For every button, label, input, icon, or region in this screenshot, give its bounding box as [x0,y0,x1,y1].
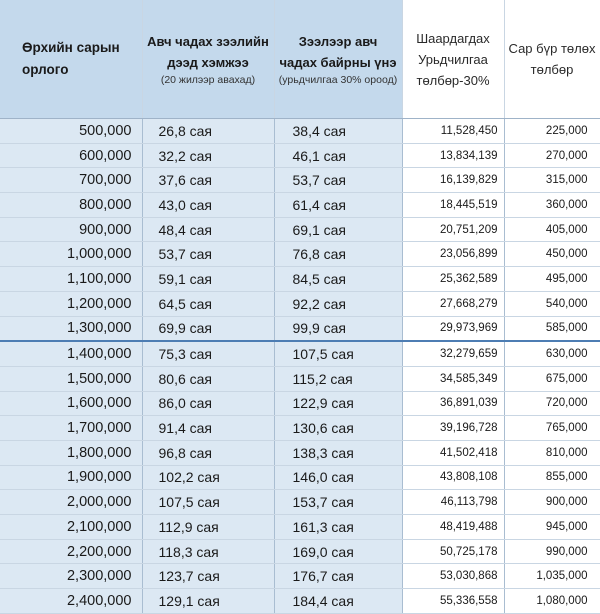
cell-income: 1,100,000 [0,267,142,292]
cell-loan: 43,0 сая [142,193,274,218]
cell-price: 122,9 сая [274,391,402,416]
cell-loan: 75,3 сая [142,341,274,366]
table-row [0,291,600,316]
cell-down-payment: 18,445,519 [402,193,504,218]
cell-monthly-payment: 360,000 [504,193,600,218]
cell-income: 900,000 [0,217,142,242]
table-row [0,391,600,416]
table-row [0,341,600,366]
cell-loan: 37,6 сая [142,168,274,193]
cell-loan: 96,8 сая [142,440,274,465]
header-price-title: Зээлээр авч чадах байрны үнэ [279,33,397,70]
cell-income: 2,200,000 [0,539,142,564]
cell-income: 1,200,000 [0,291,142,316]
cell-down-payment: 43,808,108 [402,465,504,490]
cell-monthly-payment: 540,000 [504,291,600,316]
cell-income: 1,500,000 [0,366,142,391]
cell-loan: 69,9 сая [142,316,274,341]
table-row [0,217,600,242]
cell-loan: 123,7 сая [142,564,274,589]
table-row [0,515,600,540]
cell-price: 99,9 сая [274,316,402,341]
cell-monthly-payment: 675,000 [504,366,600,391]
header-price [274,0,402,119]
cell-monthly-payment: 855,000 [504,465,600,490]
cell-price: 84,5 сая [274,267,402,292]
cell-price: 176,7 сая [274,564,402,589]
cell-price: 61,4 сая [274,193,402,218]
cell-income: 2,400,000 [0,589,142,614]
cell-down-payment: 20,751,209 [402,217,504,242]
cell-income: 2,100,000 [0,515,142,540]
header-down-payment: Шаардагдах Урьдчилгаа төлбөр-30% [402,0,504,119]
table-row [0,440,600,465]
cell-down-payment: 55,336,558 [402,589,504,614]
table-row [0,193,600,218]
cell-loan: 91,4 сая [142,416,274,441]
cell-loan: 26,8 сая [142,119,274,144]
cell-down-payment: 39,196,728 [402,416,504,441]
cell-down-payment: 32,279,659 [402,341,504,366]
cell-loan: 129,1 сая [142,589,274,614]
cell-monthly-payment: 450,000 [504,242,600,267]
table-row [0,119,600,144]
header-monthly-payment: Сар бүр төлөх төлбөр [504,0,600,119]
header-loan [142,0,274,119]
cell-loan: 107,5 сая [142,490,274,515]
cell-loan: 102,2 сая [142,465,274,490]
cell-price: 107,5 сая [274,341,402,366]
cell-income: 1,400,000 [0,341,142,366]
cell-income: 2,300,000 [0,564,142,589]
table-row [0,267,600,292]
cell-loan: 53,7 сая [142,242,274,267]
cell-monthly-payment: 630,000 [504,341,600,366]
cell-monthly-payment: 720,000 [504,391,600,416]
cell-down-payment: 25,362,589 [402,267,504,292]
cell-down-payment: 46,113,798 [402,490,504,515]
cell-loan: 118,3 сая [142,539,274,564]
cell-monthly-payment: 315,000 [504,168,600,193]
cell-price: 153,7 сая [274,490,402,515]
table-row [0,242,600,267]
cell-down-payment: 41,502,418 [402,440,504,465]
table-row [0,366,600,391]
cell-loan: 32,2 сая [142,143,274,168]
cell-price: 53,7 сая [274,168,402,193]
header-income: Өрхийн сарын орлого [0,0,142,119]
table-row [0,465,600,490]
cell-income: 1,600,000 [0,391,142,416]
table-row [0,168,600,193]
cell-price: 115,2 сая [274,366,402,391]
cell-monthly-payment: 270,000 [504,143,600,168]
cell-monthly-payment: 765,000 [504,416,600,441]
table-row [0,143,600,168]
cell-down-payment: 29,973,969 [402,316,504,341]
cell-price: 46,1 сая [274,143,402,168]
cell-down-payment: 23,056,899 [402,242,504,267]
table-header [0,0,600,119]
cell-income: 1,300,000 [0,316,142,341]
cell-income: 2,000,000 [0,490,142,515]
cell-monthly-payment: 585,000 [504,316,600,341]
cell-down-payment: 16,139,829 [402,168,504,193]
cell-income: 1,000,000 [0,242,142,267]
header-loan-title: Авч чадах зээлийн дээд хэмжээ [147,33,269,70]
cell-price: 169,0 сая [274,539,402,564]
cell-down-payment: 27,668,279 [402,291,504,316]
cell-price: 76,8 сая [274,242,402,267]
cell-income: 1,800,000 [0,440,142,465]
header-row [0,0,600,119]
cell-price: 161,3 сая [274,515,402,540]
cell-price: 138,3 сая [274,440,402,465]
cell-monthly-payment: 900,000 [504,490,600,515]
cell-price: 92,2 сая [274,291,402,316]
cell-price: 184,4 сая [274,589,402,614]
cell-monthly-payment: 990,000 [504,539,600,564]
cell-income: 700,000 [0,168,142,193]
cell-income: 1,700,000 [0,416,142,441]
cell-loan: 80,6 сая [142,366,274,391]
cell-down-payment: 34,585,349 [402,366,504,391]
cell-loan: 86,0 сая [142,391,274,416]
table-row [0,589,600,614]
table-row [0,564,600,589]
cell-loan: 59,1 сая [142,267,274,292]
table-row [0,416,600,441]
cell-price: 69,1 сая [274,217,402,242]
cell-monthly-payment: 1,035,000 [504,564,600,589]
cell-down-payment: 11,528,450 [402,119,504,144]
table-row [0,539,600,564]
cell-down-payment: 50,725,178 [402,539,504,564]
header-loan-subtitle: (20 жилээр авахад) [160,73,256,86]
table-row [0,316,600,341]
cell-down-payment: 53,030,868 [402,564,504,589]
cell-income: 500,000 [0,119,142,144]
cell-income: 800,000 [0,193,142,218]
cell-income: 600,000 [0,143,142,168]
table-row [0,490,600,515]
cell-monthly-payment: 225,000 [504,119,600,144]
cell-monthly-payment: 945,000 [504,515,600,540]
cell-price: 146,0 сая [274,465,402,490]
cell-monthly-payment: 810,000 [504,440,600,465]
cell-price: 130,6 сая [274,416,402,441]
cell-down-payment: 36,891,039 [402,391,504,416]
cell-down-payment: 13,834,139 [402,143,504,168]
cell-price: 38,4 сая [274,119,402,144]
cell-monthly-payment: 405,000 [504,217,600,242]
cell-loan: 112,9 сая [142,515,274,540]
cell-monthly-payment: 495,000 [504,267,600,292]
cell-down-payment: 48,419,488 [402,515,504,540]
cell-loan: 48,4 сая [142,217,274,242]
header-price-subtitle: (урьдчилгаа 30% ороод) [278,73,398,86]
table-body [0,119,600,614]
cell-income: 1,900,000 [0,465,142,490]
cell-monthly-payment: 1,080,000 [504,589,600,614]
cell-loan: 64,5 сая [142,291,274,316]
